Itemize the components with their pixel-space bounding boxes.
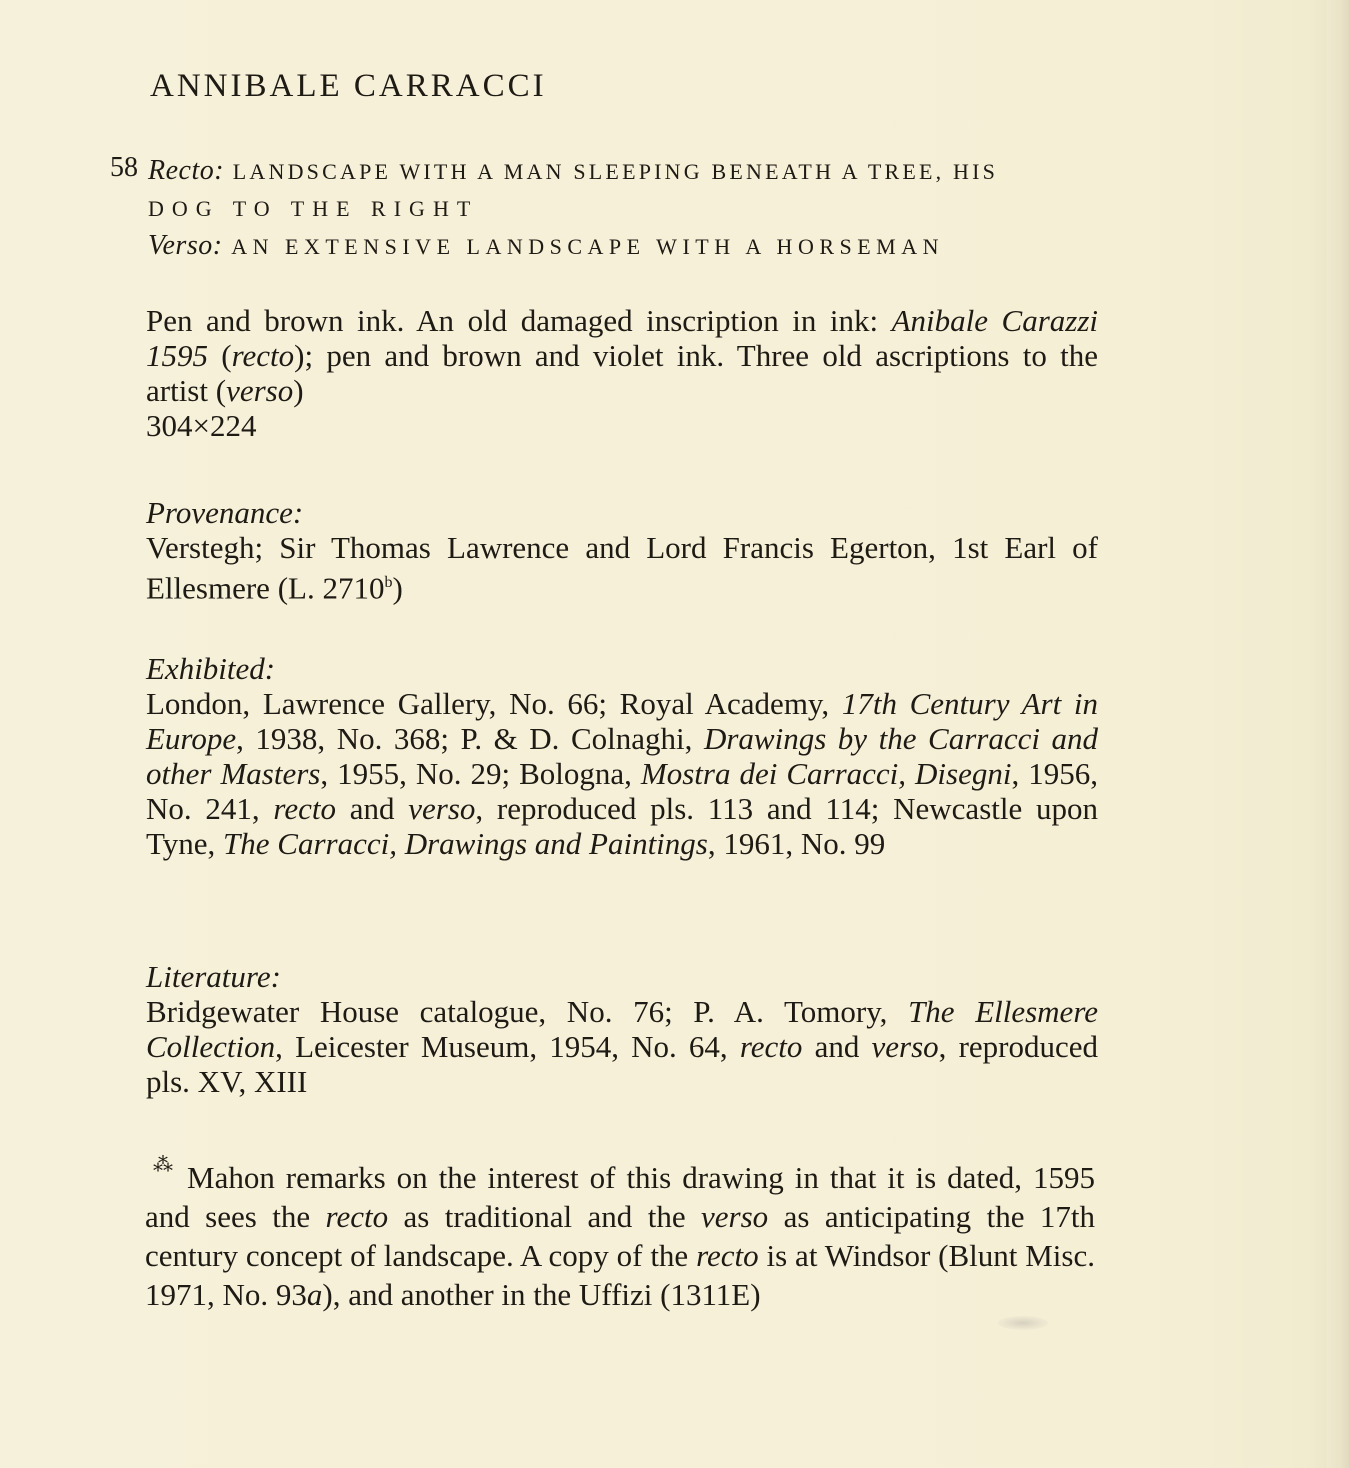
- exhibited-title-4: The Carracci, Drawings and Paintings: [223, 826, 708, 861]
- provenance-body: Verstegh; Sir Thomas Lawrence and Lord Francis Egerton, 1st Earl of Ellesmere (L. 2710: [146, 530, 1098, 606]
- medium-verso: verso: [226, 373, 294, 408]
- literature-title-1: The Ellesmere Collection: [146, 994, 1098, 1064]
- medium-text-2: (: [208, 338, 232, 373]
- entry-number: 58: [110, 152, 138, 183]
- provenance-heading: Provenance:: [146, 495, 304, 530]
- recto-label: Recto:: [148, 155, 225, 186]
- exhibited-heading: Exhibited:: [146, 651, 276, 686]
- exhibited-text-5: and: [335, 791, 409, 826]
- exhibited-text-6: , reproduced pls. 113 and 114; Newcastle upon Tyne,: [146, 791, 1098, 861]
- exhibited-title-1: 17th Century Art in Europe: [146, 686, 1098, 756]
- exhibited-text: [146, 686, 1098, 861]
- exhibited-text-3: , 1955, No. 29; Bologna,: [320, 756, 641, 791]
- exhibited-text-7: , 1961, No. 99: [707, 826, 886, 861]
- note-recto-1: recto: [325, 1199, 389, 1234]
- exhibited-verso: verso: [408, 791, 476, 826]
- literature-text-1: Bridgewater House catalogue, No. 76; P. A. Tomory,: [146, 994, 909, 1029]
- literature-text-4: , reproduced pls. XV, XIII: [146, 1029, 1098, 1099]
- literature-text-2: , Leicester Museum, 1954, No. 64,: [275, 1029, 740, 1064]
- running-head: ANNIBALE CARRACCI: [150, 68, 547, 104]
- page-edge-shadow: [1327, 0, 1349, 1468]
- medium-text-3: ); pen and brown and violet ink. Three old ascriptions to the artist (: [146, 338, 1098, 408]
- medium-text-4: ): [293, 373, 304, 408]
- recto-title-line-2: DOG TO THE RIGHT: [148, 196, 479, 221]
- literature-verso: verso: [871, 1029, 939, 1064]
- exhibited-title-3: Mostra dei Carracci, Disegni: [640, 756, 1012, 791]
- recto-title-text: LANDSCAPE WITH A MAN SLEEPING BENEATH A TREE, HIS: [232, 159, 999, 184]
- medium-description: [146, 303, 1098, 408]
- note-text-4: is at Windsor (Blunt Misc. 1971, No. 93: [145, 1238, 1095, 1312]
- exhibited-section: [146, 651, 1098, 861]
- note-verso: verso: [701, 1199, 769, 1234]
- exhibited-text-2: , 1938, No. 368; P. & D. Colnaghi,: [236, 721, 704, 756]
- medium-text-1: Pen and brown ink. An old damaged inscription in ink:: [146, 303, 892, 338]
- provenance-superscript: b: [384, 574, 393, 591]
- note-catalogue-suffix: a: [306, 1277, 323, 1312]
- note-section: [145, 1154, 1095, 1314]
- note-text: [145, 1154, 1095, 1314]
- provenance-section: [146, 495, 1098, 605]
- asterism-icon: ⁂: [153, 1154, 173, 1176]
- exhibited-title-2: Drawings by the Carracci and other Masters: [146, 721, 1099, 791]
- paper-smudge: [998, 1316, 1048, 1330]
- medium-section: [146, 303, 1098, 443]
- exhibited-recto: recto: [273, 791, 336, 826]
- literature-heading: Literature:: [146, 959, 281, 994]
- exhibited-text-1: London, Lawrence Gallery, No. 66; Royal Academy,: [146, 686, 842, 721]
- note-recto-2: recto: [696, 1238, 759, 1273]
- note-text-3: as anticipating the 17th century concept of landscape. A copy of the: [145, 1199, 1095, 1273]
- inscription-text: Anibale Carazzi 1595: [146, 303, 1098, 373]
- note-text-5: ), and another in the Uffizi (1311E): [322, 1277, 761, 1312]
- verso-label: Verso:: [148, 230, 223, 261]
- provenance-close: ): [392, 570, 403, 606]
- literature-section: [146, 959, 1098, 1099]
- provenance-text: [146, 530, 1098, 605]
- entry-title-block: [148, 152, 1108, 265]
- recto-title-line-1: [148, 152, 1108, 190]
- note-text-2: as traditional and the: [388, 1199, 702, 1234]
- verso-title-text: AN EXTENSIVE LANDSCAPE WITH A HORSEMAN: [231, 234, 945, 259]
- dimensions: 304×224: [146, 408, 257, 443]
- medium-recto: recto: [231, 338, 295, 373]
- note-text-1: Mahon remarks on the interest of this drawing in that it is dated, 1595 and sees the: [145, 1160, 1095, 1234]
- exhibited-text-4: , 1956, No. 241,: [146, 756, 1098, 826]
- verso-title-line: [148, 227, 1108, 265]
- literature-text-3: and: [802, 1029, 872, 1064]
- literature-text: [146, 994, 1098, 1099]
- literature-recto: recto: [739, 1029, 803, 1064]
